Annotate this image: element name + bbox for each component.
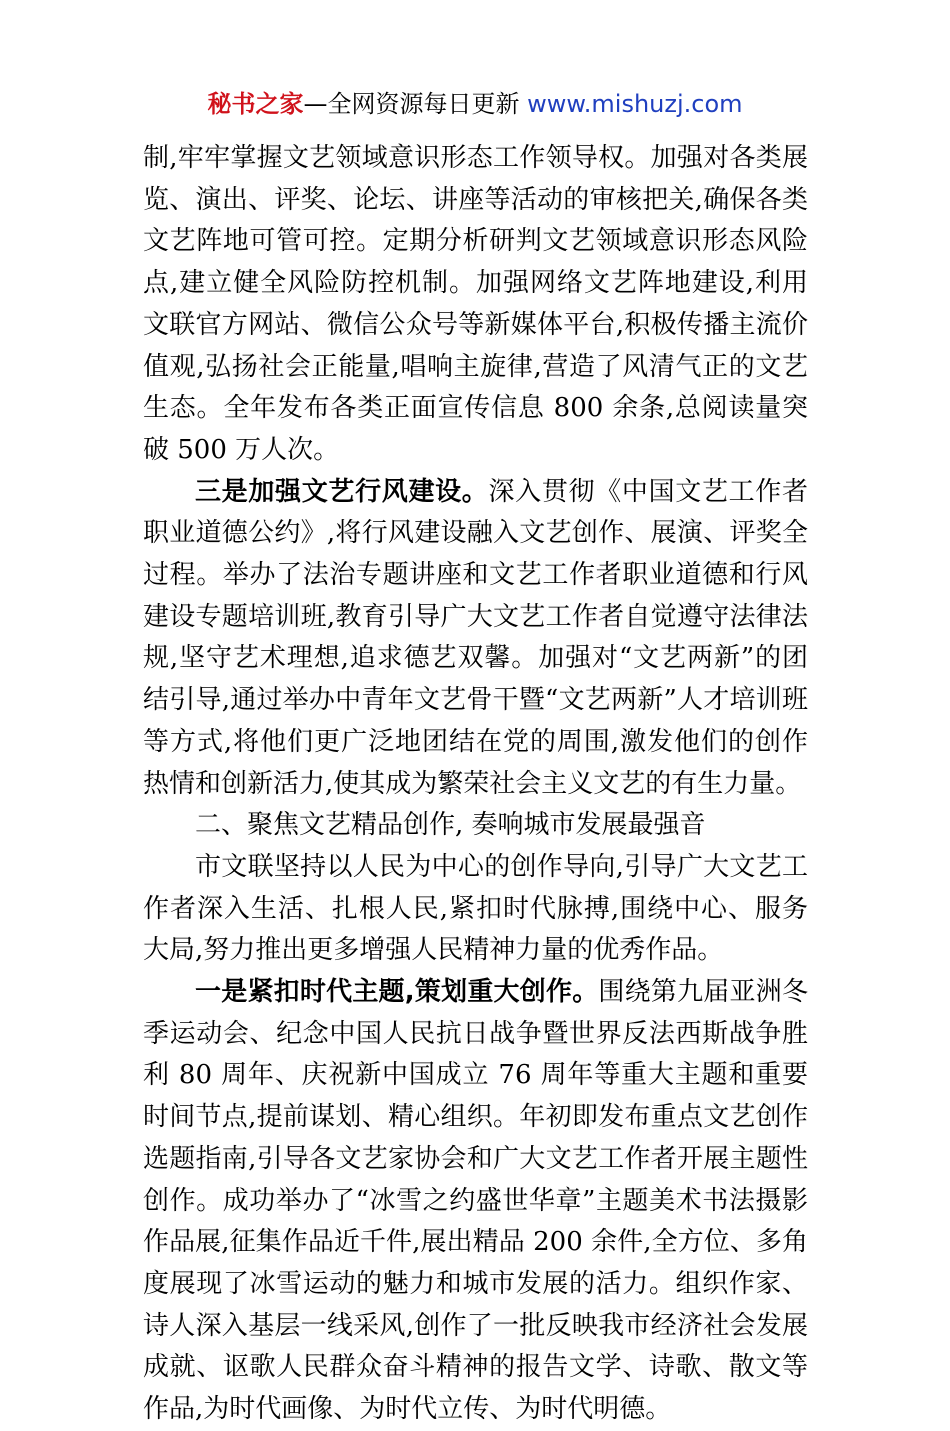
header-url[interactable]: www.mishuzj.com [527, 90, 743, 118]
paragraph-intro-creation: 市文联坚持以人民为中心的创作导向,引导广大文艺工作者深入生活、扎根人民,紧扣时代脉搏,围绕中心、服务大局,努力推出更多增强人民精神力量的优秀作品。 [143, 851, 808, 966]
paragraph-continued: 制,牢牢掌握文艺领域意识形态工作领导权。加强对各类展览、演出、评奖、论坛、讲座等活动的审核把关,确保各类文艺阵地可管可控。定期分析研判文艺领域意识形态风险点,建立健全风险防控机制。加强网络文艺阵地建设,利用文联官方网站、微信公众号等新媒体平台,积极传播主流价值观,弘扬社会正能量,唱响主旋律,营造了风清气正的文艺生态。全年发布各类正面宣传信息 800 余条,总阅读量突破 500 万人次。 [143, 143, 808, 465]
paragraph-major-creation [143, 972, 808, 1431]
header-brand: 秘书之家 [207, 90, 304, 118]
header-tagline: —全网资源每日更新 [303, 90, 528, 118]
page-header [0, 86, 950, 122]
document-body [143, 138, 808, 1431]
section-heading-2: 二、聚焦文艺精品创作, 奏响城市发展最强音 [195, 810, 706, 841]
paragraph-text-style-building: 深入贯彻《中国文艺工作者职业道德公约》,将行风建设融入文艺创作、展演、评奖全过程。举办了法治专题讲座和文艺工作者职业道德和行风建设专题培训班,教育引导广大文艺工作者自觉遵守法律法规,坚守艺术理想,追求德艺双馨。加强对“文艺两新”的团结引导,通过举办中青年文艺骨干暨“文艺两新”人才培训班等方式,将他们更广泛地团结在党的周围,激发他们的创作热情和创新活力,使其成为繁荣社会主义文艺的有生力量。 [143, 476, 808, 799]
paragraph-style-building [143, 472, 808, 806]
paragraph-text-major-creation: 围绕第九届亚洲冬季运动会、纪念中国人民抗日战争暨世界反法西斯战争胜利 80 周年、庆祝新中国成立 76 周年等重大主题和重要时间节点,提前谋划、精心组织。年初即发布重点文艺创作选题指南,引导各文艺家协会和广大文艺工作者开展主题性创作。成功举办了“冰雪之约盛世华章”主题美术书法摄影作品展,征集作品近千件,展出精品 200 余件,全方位、多角度展现了冰雪运动的魅力和城市发展的活力。组织作家、诗人深入基层一线采风,创作了一批反映我市经济社会发展成就、讴歌人民群众奋斗精神的报告文学、诗歌、散文等作品,为时代画像、为时代立传、为时代明德。 [143, 977, 808, 1425]
paragraph-lead-style-building: 三是加强文艺行风建设。 [195, 476, 489, 507]
paragraph-lead-major-creation: 一是紧扣时代主题,策划重大创作。 [195, 977, 599, 1008]
